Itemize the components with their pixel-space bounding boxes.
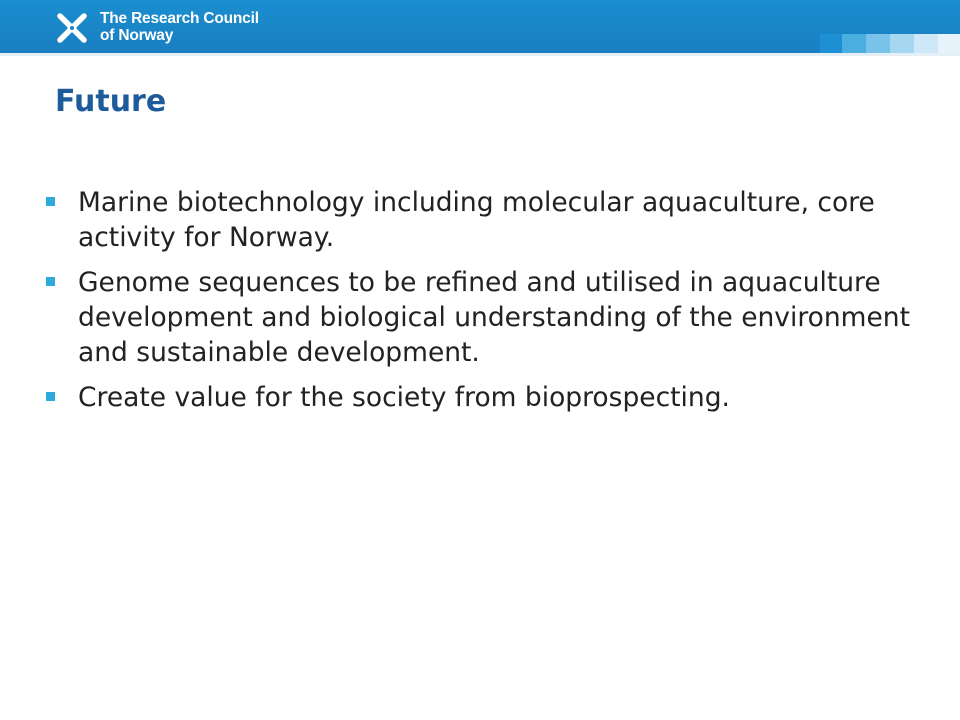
org-name — [100, 10, 259, 44]
tile — [914, 34, 938, 53]
bullet-text: Marine biotechnology including molecular aquaculture, core activity for Norway. — [78, 187, 875, 253]
header-divider — [0, 53, 960, 56]
tile — [820, 34, 842, 53]
tile — [866, 34, 890, 53]
square-bullet-icon — [46, 197, 55, 206]
research-council-logo-icon — [52, 8, 92, 48]
slide-title: Future — [55, 84, 167, 119]
decorative-tiles — [820, 34, 960, 53]
square-bullet-icon — [46, 392, 55, 401]
tile — [938, 34, 960, 53]
org-name-line-1: The Research Council — [100, 10, 259, 27]
tile — [890, 34, 914, 53]
org-name-line-2: of Norway — [100, 27, 174, 44]
tile — [842, 34, 866, 53]
bullet-item — [42, 185, 922, 255]
bullet-item — [42, 265, 922, 370]
bullet-list — [42, 185, 922, 425]
header-bar — [0, 0, 960, 53]
square-bullet-icon — [46, 277, 55, 286]
bullet-text: Genome sequences to be refined and utilised in aquaculture development and biological understanding of the environment and sustainable development. — [78, 267, 910, 368]
bullet-item — [42, 380, 922, 415]
bullet-text: Create value for the society from bioprospecting. — [78, 382, 730, 413]
